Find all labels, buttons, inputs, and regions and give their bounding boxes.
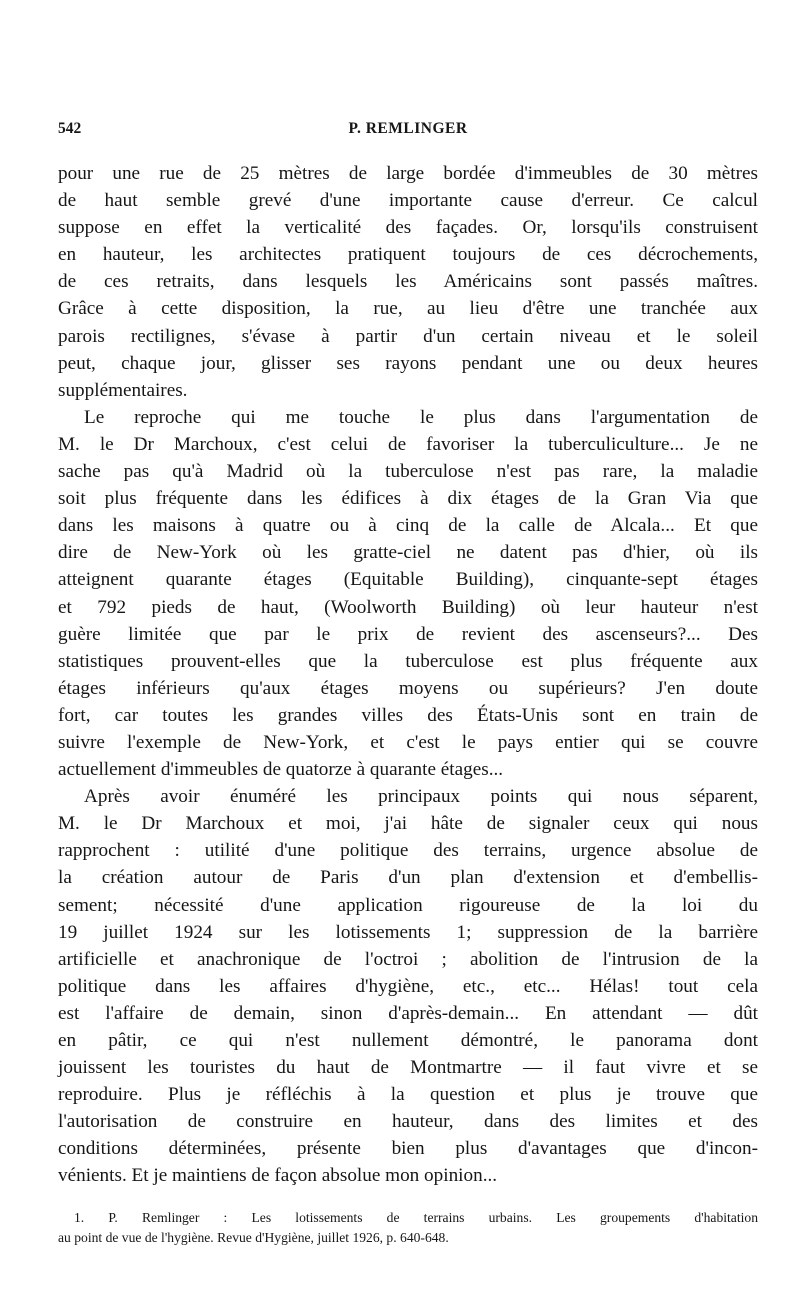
footnote-line: au point de vue de l'hygiène. Revue d'Hygiène, juillet 1926, p. 640-648. [58,1229,449,1245]
text-line: Le reproche qui me touche le plus dans l'argumentation de [84,406,758,428]
text-line: suppose en effet la verticalité des façades. Or, lorsqu'ils construisent [58,217,758,239]
text-line: actuellement d'immeubles de quatorze à quarante étages... [58,759,504,781]
paragraph [58,783,758,1189]
text-line: pour une rue de 25 mètres de large bordée d'immeubles de 30 mètres [58,163,758,184]
text-line: la création autour de Paris d'un plan d'extension et d'embellis- [58,867,758,889]
text-line: supplémentaires. [58,379,188,401]
text-line: atteignent quarante étages (Equitable Building), cinquante-sept étages [58,569,758,591]
text-line: parois rectilignes, s'évase à partir d'un certain niveau et le soleil [58,325,758,347]
text-line: politique dans les affaires d'hygiène, etc., etc... Hélas! tout cela [58,975,758,997]
text-line: est l'affaire de demain, sinon d'après-demain... En attendant — dût [58,1002,758,1024]
text-line: vénients. Et je maintiens de façon absolue mon opinion... [58,1165,498,1187]
text-line: artificielle et anachronique de l'octroi ; abolition de l'intrusion de la [58,948,758,970]
text-line: jouissent les touristes du haut de Montmartre — il faut vivre et se [58,1057,758,1079]
footnote [58,1208,758,1247]
paragraph [58,404,758,783]
text-line: sache pas qu'à Madrid où la tuberculose n'est pas rare, la maladie [58,461,758,483]
text-line: Grâce à cette disposition, la rue, au lieu d'être une tranchée aux [58,298,758,320]
text-line: reproduire. Plus je réfléchis à la question et plus je trouve que [58,1084,758,1106]
text-line: en pâtir, ce qui n'est nullement démontré, le panorama dont [58,1030,758,1051]
text-line: fort, car toutes les grandes villes des États-Unis sont en train de [58,704,758,726]
text-line: peut, chaque jour, glisser ses rayons pendant une ou deux heures [58,352,758,374]
text-line: de ces retraits, dans lesquels les Américains sont passés maîtres. [58,271,758,293]
text-line: guère limitée que par le prix de revient des ascenseurs?... Des [58,623,758,645]
page-header [58,120,758,142]
text-line: dans les maisons à quatre ou à cinq de la calle de Alcala... Et que [58,515,758,537]
text-line: soit plus fréquente dans les édifices à dix étages de la Gran Via que [58,488,758,510]
text-line: suivre l'exemple de New-York, et c'est le pays entier qui se couvre [58,731,758,753]
text-line: dire de New-York où les gratte-ciel ne datent pas d'hier, où ils [58,542,758,564]
text-line: l'autorisation de construire en hauteur, dans des limites et des [58,1111,758,1133]
running-head: P. REMLINGER [348,120,468,137]
page-number: 542 [58,120,82,137]
body-text [58,160,758,1190]
text-line: 19 juillet 1924 sur les lotissements 1; suppression de la barrière [58,921,758,943]
text-line: rapprochent : utilité d'une politique des terrains, urgence absolue de [58,840,758,862]
text-line: conditions déterminées, présente bien plus d'avantages que d'incon- [58,1138,758,1160]
text-line: sement; nécessité d'une application rigoureuse de la loi du [58,894,758,916]
text-line: de haut semble grevé d'une importante cause d'erreur. Ce calcul [58,190,758,212]
text-line: Après avoir énuméré les principaux points qui nous séparent, [84,786,758,808]
text-line: en hauteur, les architectes pratiquent toujours de ces décrochements, [58,244,758,266]
text-line: M. le Dr Marchoux et moi, j'ai hâte de signaler ceux qui nous [58,813,758,835]
text-line: statistiques prouvent-elles que la tuberculose est plus fréquente aux [58,650,758,672]
paragraph [58,160,758,404]
text-line: étages inférieurs qu'aux étages moyens ou supérieurs? J'en doute [58,677,758,699]
text-line: et 792 pieds de haut, (Woolworth Building) où leur hauteur n'est [58,596,758,618]
footnote-line: 1. P. Remlinger : Les lotissements de terrains urbains. Les groupements d'habitation [74,1210,758,1225]
text-line: M. le Dr Marchoux, c'est celui de favoriser la tuberculiculture... Je ne [58,433,758,455]
